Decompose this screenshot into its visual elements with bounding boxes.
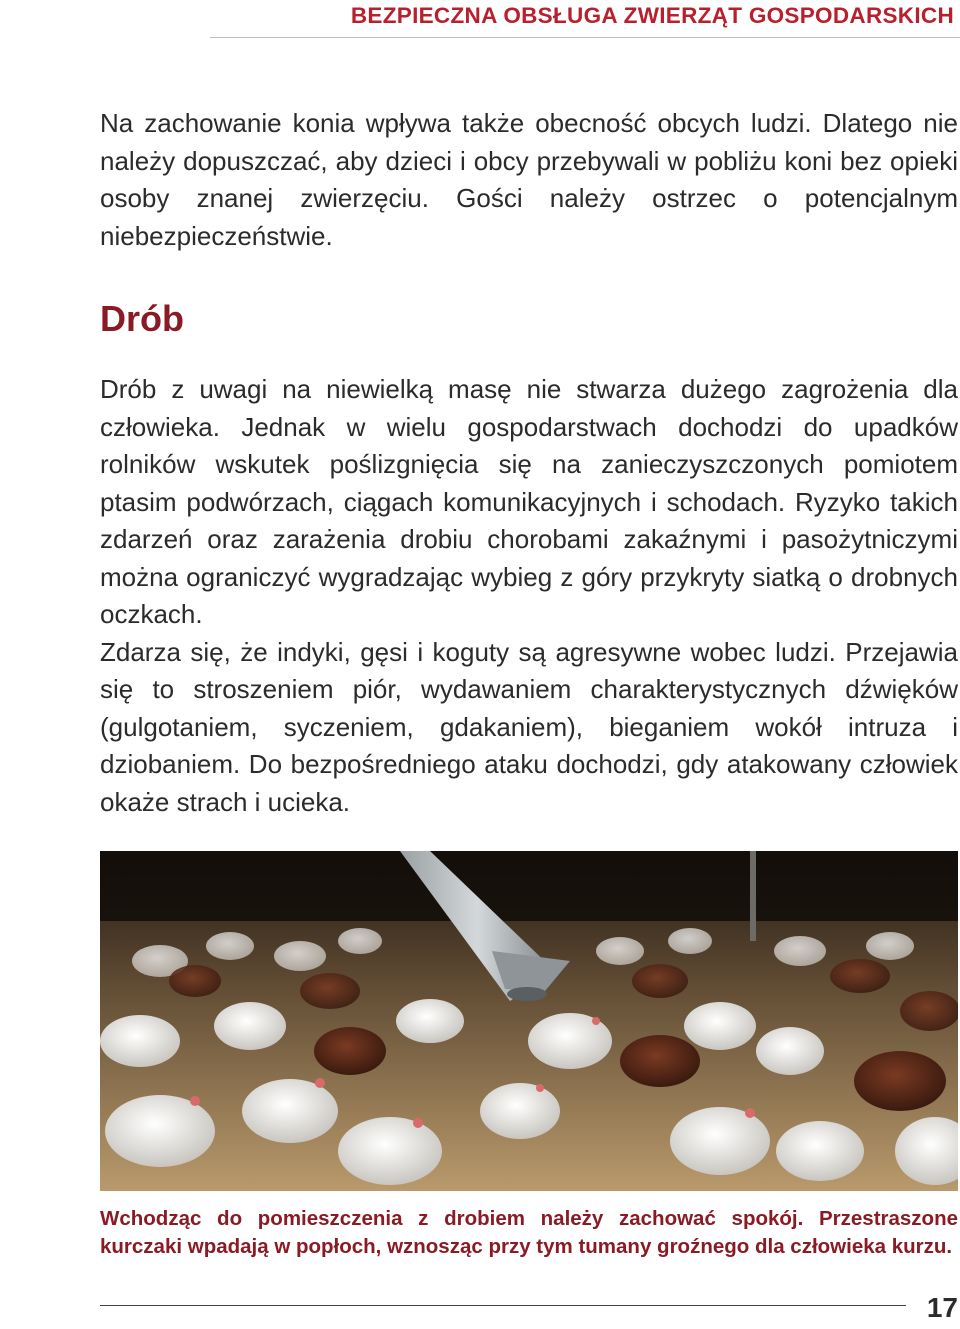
section-paragraph-2: Zdarza się, że indyki, gęsi i koguty są agresywne wobec ludzi. Przejawia się to stroszeniem piór, wydawaniem charakterystycznych dźwięków (gulgotaniem, syczeniem, gdakaniem), bieganiem wokół intruza i dziobaniem. Do bezpośredniego ataku dochodzi, gdy atakowany człowiek okaże strach i ucieka. <box>100 636 958 817</box>
page-number: 17 <box>926 1292 958 1323</box>
poultry-photo <box>100 851 958 1191</box>
intro-paragraph: Na zachowanie konia wpływa także obecność obcych ludzi. Dlatego nie należy dopuszczać, aby dzieci i obcy przebywali w pobliżu koni bez opieki osoby znanej zwierzęciu. Gości należy ostrzec o potencjalnym niebezpieczeństwie. <box>100 108 958 251</box>
photo-caption: Wchodząc do pomieszczenia z drobiem należy zachować spokój. Przestraszone kurczaki wpadają w popłoch, wznosząc przy tym tumany groźnego dla człowieka kurzu. <box>100 1207 958 1258</box>
header-rule <box>210 37 960 38</box>
running-header: BEZPIECZNA OBSŁUGA ZWIERZĄT GOSPODARSKICH <box>350 3 954 28</box>
section-body <box>100 371 958 821</box>
section-paragraph-1: Drób z uwagi na niewielką masę nie stwarza dużego zagrożenia dla człowieka. Jednak w wielu gospodarstwach dochodzi do upadków rolników wskutek poślizgnięcia się na zanieczyszczonych pomiotem ptasim podwórzach, ciągach komunikacyjnych i schodach. Ryzyko takich zdarzeń oraz zarażenia drobiu chorobami zakaźnymi i pasożytniczymi można ograniczyć wygradzając wybieg z góry przykryty siatką o drobnych oczkach. <box>100 374 958 629</box>
footer-rule <box>100 1305 906 1306</box>
section-title: Drób <box>100 298 184 339</box>
